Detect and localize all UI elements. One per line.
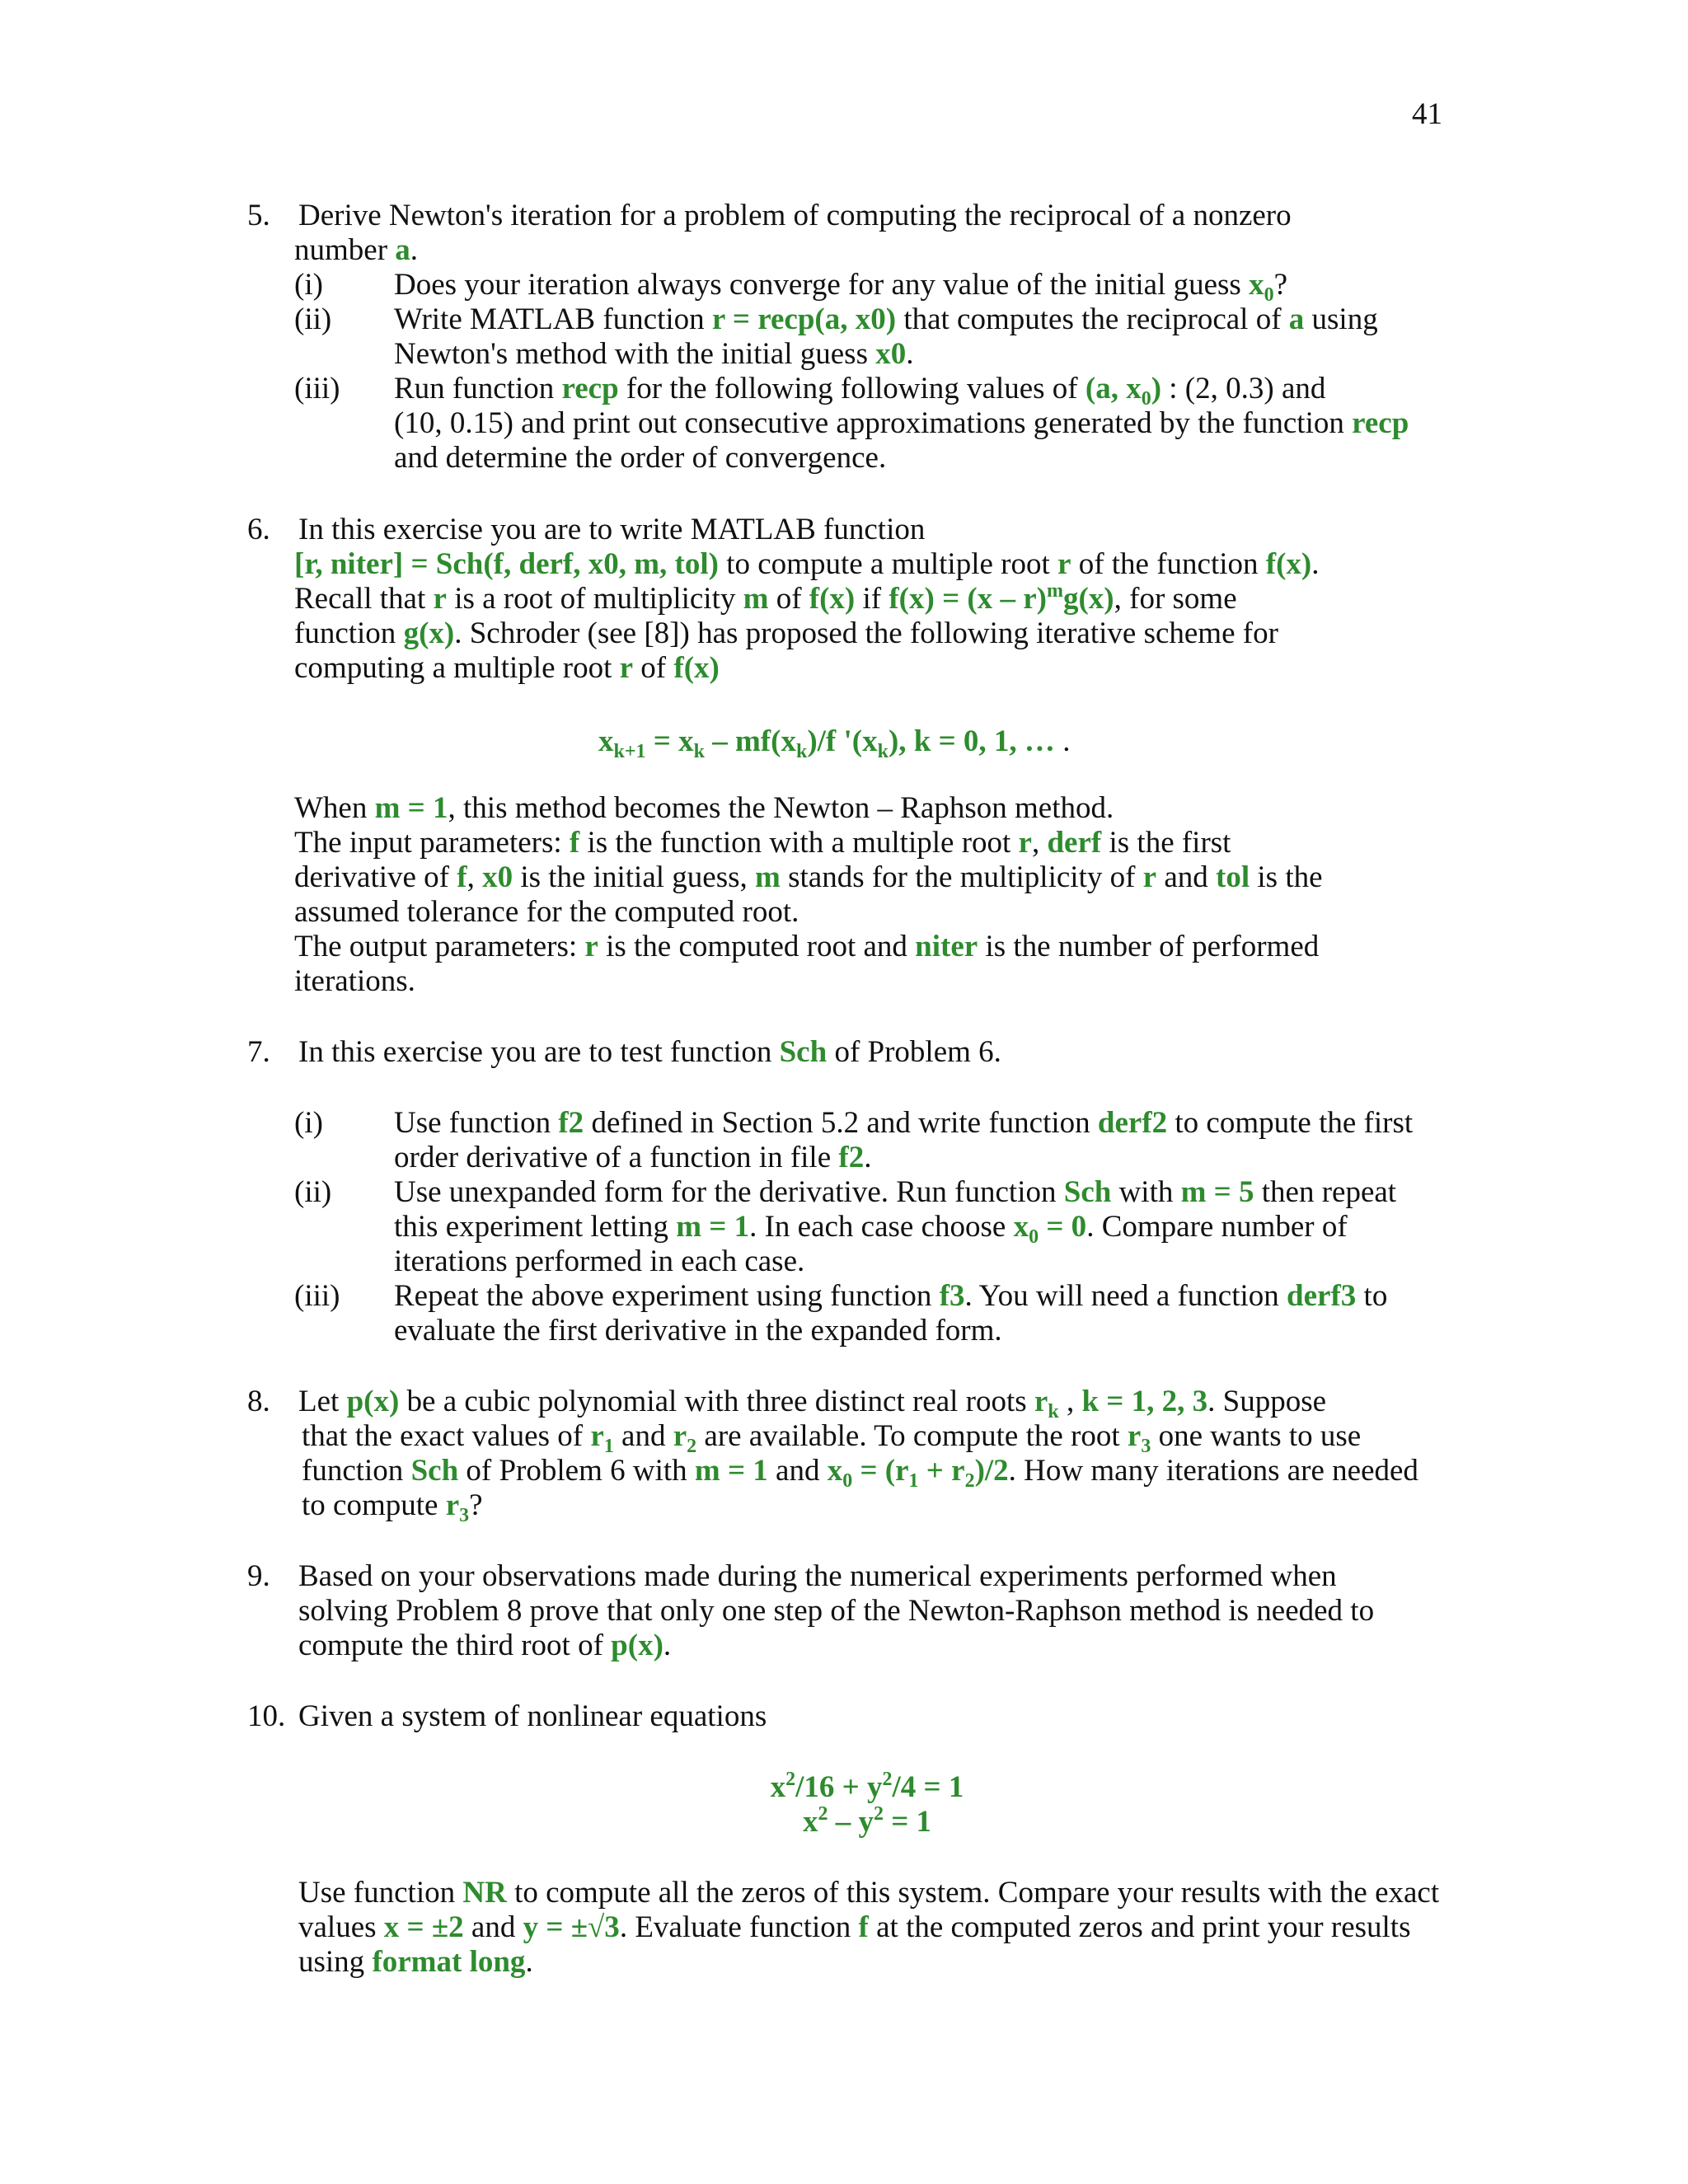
item-label: (i) [294,1106,323,1140]
item-label: (ii) [294,1175,332,1209]
problem-number: 5. [247,199,270,232]
text-line: evaluate the first derivative in the expanded form. [394,1314,1002,1347]
text-line: Derive Newton's iteration for a problem of computing the reciprocal of a nonzero [298,199,1292,232]
text-line: derivative of f, x0 is the initial guess, m stands for the multiplicity of r and tol is the [294,860,1323,894]
problem-number: 9. [247,1559,270,1593]
text-line: Recall that r is a root of multiplicity m of f(x) if f(x) = (x – r)$^m$g(x), for some [294,580,1237,616]
text-line: number a. [294,233,419,267]
text-line: that the exact values of $r_1$ and $r_2$ are available. To compute the root $r_3$ one wants to use [302,1419,1362,1457]
equation: $x^2 - y^2 = 1$ [802,1803,932,1839]
text-line: this experiment letting m = 1. In each case choose $x_0 = 0$. Compare number of [394,1210,1348,1248]
equation: $x^2/16 + y^2/4 = 1$ [770,1769,964,1804]
text-line: Repeat the above experiment using function f3. You will need a function derf3 to [394,1279,1388,1313]
equation: $x_{k+1} = x_k - mf(x_k)/f$ '$(x_k)$, k = 0, 1, … . [598,724,1071,762]
problem-number: 10. [247,1699,286,1733]
item-label: (iii) [294,1279,340,1313]
text-line: Given a system of nonlinear equations [298,1699,767,1733]
item-label: (iii) [294,372,340,405]
text-line: compute the third root of p(x). [298,1629,672,1662]
problem-number: 8. [247,1385,270,1418]
text-line: Use function NR to compute all the zeros of this system. Compare your results with the exact [298,1876,1440,1910]
text-line: In this exercise you are to write MATLAB function [298,513,926,546]
text-line: to compute $r_3$? [302,1488,483,1526]
text-line: Use unexpanded form for the derivative. Run function Sch with m = 5 then repeat [394,1175,1397,1209]
text-line: [r, niter] = Sch(f, derf, x0, m, tol) to compute a multiple root r of the function f(x). [294,547,1320,581]
text-line: In this exercise you are to test function Sch of Problem 6. [298,1035,1001,1069]
text-line: The input parameters: f is the function with a multiple root r, derf is the first [294,826,1231,860]
text-line: order derivative of a function in file f2. [394,1141,872,1174]
text-line: When m = 1, this method becomes the Newton – Raphson method. [294,791,1114,825]
text-line: solving Problem 8 prove that only one step of the Newton-Raphson method is needed to [298,1594,1375,1628]
text-line: using format long. [298,1945,533,1979]
text-line: computing a multiple root r of f(x) [294,651,720,685]
text-line: Run function recp for the following following values of (a, $x_0$) : (2, 0.3) and [394,372,1326,410]
text-line: iterations. [294,964,415,998]
problem-number: 6. [247,513,270,546]
text-line: (10, 0.15) and print out consecutive approximations generated by the function recp [394,406,1409,440]
item-label: (ii) [294,302,332,336]
text-line: The output parameters: r is the computed root and niter is the number of performed [294,930,1320,963]
text-line: Newton's method with the initial guess x0. [394,337,914,371]
item-label: (i) [294,268,323,302]
text-line: Let p(x) be a cubic polynomial with three distinct real roots $r_k$ , k = 1, 2, 3. Suppose [298,1385,1327,1422]
text-line: Write MATLAB function r = recp(a, x0) that computes the reciprocal of a using [394,302,1378,336]
text-line: function Sch of Problem 6 with m = 1 and $x_0 = (r_1 + r_2)/2$. How many iterations are needed [302,1454,1418,1492]
text-line: Based on your observations made during the numerical experiments performed when [298,1559,1337,1593]
text-line: function g(x). Schroder (see [8]) has proposed the following iterative scheme for [294,616,1278,650]
page-number: 41 [1412,97,1442,131]
text-line: and determine the order of convergence. [394,441,887,475]
text-line: iterations performed in each case. [394,1244,805,1278]
problem-number: 7. [247,1035,270,1069]
text-line: values x = ±2 and y = ±√3. Evaluate function f at the computed zeros and print your results [298,1910,1411,1944]
text-line: Does your iteration always converge for any value of the initial guess $x_0$? [394,268,1288,306]
text-line: assumed tolerance for the computed root. [294,895,799,929]
text-line: Use function f2 defined in Section 5.2 and write function derf2 to compute the first [394,1106,1414,1140]
